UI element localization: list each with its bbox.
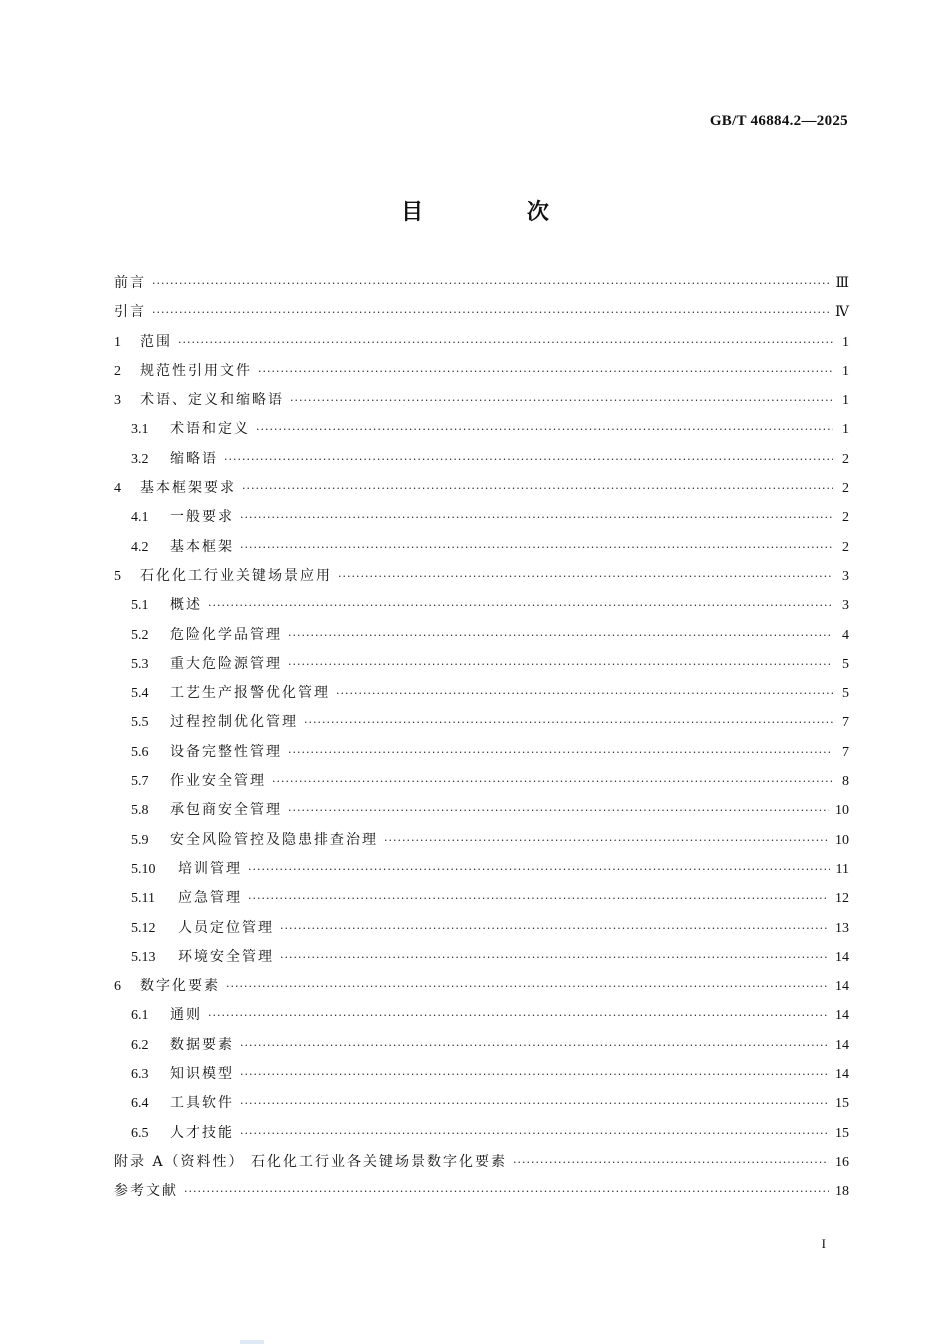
toc-dot-leader [208,1001,829,1030]
toc-entry-number: 5.1 [131,598,149,614]
toc-entry-number: 6.3 [131,1067,149,1083]
toc-entry-page: Ⅲ [835,276,849,291]
toc-dot-leader [240,1089,829,1118]
watermark-mark [240,1340,264,1344]
toc-entry-label: 重大危险源管理 [170,655,282,672]
page-number: I [821,1236,826,1251]
toc-entry-label: 前言 [114,275,146,291]
toc-dot-leader [240,1060,829,1089]
toc-entry-page: 14 [835,979,849,995]
toc-entry[interactable] [114,562,849,591]
toc-entry[interactable] [114,650,849,679]
toc-dot-leader [240,503,833,532]
toc-entry[interactable] [114,914,849,943]
toc-entry-label: 人才技能 [170,1124,234,1141]
toc-entry-page: 4 [842,627,849,643]
toc-dot-leader [288,650,833,679]
toc-entry-number: 6 [114,979,121,995]
toc-entry-label: 设备完整性管理 [170,743,282,760]
toc-entry[interactable] [114,533,849,562]
toc-entry-number: 1 [114,334,121,350]
toc-entry-number: 5.11 [131,891,155,907]
toc-entry-page: 16 [835,1154,849,1170]
toc-dot-leader [208,591,833,620]
toc-entry[interactable] [114,884,849,913]
toc-entry[interactable] [114,474,849,503]
toc-entry[interactable] [114,591,849,620]
toc-entry-page: 2 [842,539,849,555]
toc-entry-page: 5 [842,686,849,702]
toc-entry-number: 5 [114,568,121,584]
toc-entry-page: 2 [842,481,849,497]
toc-dot-leader [258,357,833,386]
toc-entry-label: 人员定位管理 [178,919,274,936]
toc-entry-page: 1 [842,363,849,379]
toc-entry-number: 5.3 [131,656,149,672]
toc-entry-label: 石化化工行业关键场景应用 [140,567,332,584]
toc-dot-leader [272,767,833,796]
standard-number: GB/T 46884.2—2025 [709,113,848,129]
toc-entry-label: 应急管理 [178,890,242,907]
toc-entry-page: 15 [835,1096,849,1112]
toc-entry[interactable] [114,708,849,737]
toc-entry[interactable] [114,1060,849,1089]
toc-entry-number: 5.13 [131,949,156,965]
toc-entry[interactable] [114,269,849,298]
toc-entry-page: Ⅳ [835,305,849,321]
toc-entry[interactable] [114,738,849,767]
toc-entry-page: 14 [835,949,849,965]
toc-dot-leader [280,943,829,972]
toc-entry[interactable] [114,972,849,1001]
toc-entry-number: 6.1 [131,1008,149,1024]
toc-entry[interactable] [114,1031,849,1060]
toc-entry-number: 5.9 [131,832,149,848]
toc-entry[interactable] [114,298,849,327]
toc-entry-number: 5.8 [131,803,149,819]
toc-entry-label: 引言 [114,304,146,321]
toc-entry[interactable] [114,1119,849,1148]
toc-entry-label: 培训管理 [178,860,242,877]
toc-entry-page: 14 [835,1037,849,1053]
toc-dot-leader [288,621,833,650]
toc-entry-number: 4.1 [131,510,149,526]
toc-entry-label: 基本框架 [170,538,234,555]
toc-entry-page: 11 [835,861,849,877]
toc-entry-page: 13 [835,920,849,936]
toc-entry[interactable] [114,328,849,357]
toc-entry-number: 5.6 [131,744,149,760]
toc-entry-number: 3.2 [131,451,149,467]
toc-entry-number: 2 [114,363,121,379]
toc-entry[interactable] [114,1089,849,1118]
toc-entry[interactable] [114,943,849,972]
toc-entry-number: 3 [114,393,121,409]
toc-dot-leader [226,972,829,1001]
toc-entry-label: 术语、定义和缩略语 [140,392,284,409]
toc-entry[interactable] [114,357,849,386]
toc-entry[interactable] [114,767,849,796]
table-of-contents [114,269,849,1207]
toc-entry-label: 承包商安全管理 [170,802,282,819]
toc-entry-label: 过程控制优化管理 [170,714,298,731]
toc-entry-page: 14 [835,1067,849,1083]
toc-entry[interactable] [114,503,849,532]
toc-entry-page: 2 [842,451,849,467]
toc-entry[interactable] [114,445,849,474]
toc-entry-label: 环境安全管理 [178,948,274,965]
toc-dot-leader [184,1177,829,1206]
toc-dot-leader [288,796,829,825]
toc-entry-page: 5 [842,656,849,672]
toc-dot-leader [240,1031,829,1060]
toc-entry-label: 作业安全管理 [170,773,266,790]
toc-entry[interactable] [114,1148,849,1177]
toc-dot-leader [224,445,833,474]
toc-entry-page: 10 [835,832,849,848]
toc-entry-page: 14 [835,1008,849,1024]
toc-dot-leader [242,474,833,503]
toc-entry-page: 1 [842,334,849,350]
toc-entry-number: 5.7 [131,774,149,790]
toc-entry-number: 5.12 [131,920,156,936]
toc-entry-page: 7 [842,744,849,760]
toc-dot-leader [248,884,829,913]
toc-entry-label: 工艺生产报警优化管理 [170,685,330,702]
toc-entry-label: 缩略语 [170,450,218,467]
toc-dot-leader [384,826,829,855]
toc-entry-page: 1 [842,422,849,438]
toc-dot-leader [152,269,829,298]
toc-entry-label: 参考文献 [114,1183,178,1200]
toc-entry-label: 数据要素 [170,1036,234,1053]
toc-entry-page: 7 [842,715,849,731]
toc-entry-label: 基本框架要求 [140,480,236,497]
page-title: 目 次 [401,200,597,225]
toc-entry[interactable] [114,1001,849,1030]
toc-dot-leader [240,533,833,562]
toc-dot-leader [513,1148,829,1177]
toc-entry-number: 5.10 [131,861,156,877]
toc-entry-page: 3 [842,598,849,614]
toc-entry-label: 术语和定义 [170,421,250,438]
toc-entry-label: 数字化要素 [140,978,220,995]
toc-entry-number: 5.2 [131,627,149,643]
toc-dot-leader [240,1119,829,1148]
toc-dot-leader [290,386,833,415]
toc-entry[interactable] [114,796,849,825]
toc-entry-page: 12 [835,891,849,907]
toc-entry-number: 4 [114,481,121,497]
toc-entry[interactable] [114,415,849,444]
toc-dot-leader [304,708,833,737]
toc-dot-leader [280,914,829,943]
toc-dot-leader [336,679,833,708]
toc-entry[interactable] [114,855,849,884]
toc-entry-number: 6.5 [131,1125,149,1141]
toc-entry-label: 一般要求 [170,509,234,526]
toc-entry-page: 15 [835,1125,849,1141]
toc-entry-label: 概述 [170,597,202,614]
toc-entry[interactable] [114,679,849,708]
toc-entry-number: 4.2 [131,539,149,555]
toc-entry-number: 6.4 [131,1096,149,1112]
toc-entry[interactable] [114,386,849,415]
toc-entry-label: 安全风险管控及隐患排查治理 [170,831,378,848]
toc-entry-number: 5.4 [131,686,149,702]
toc-dot-leader [178,328,833,357]
toc-entry-label: 工具软件 [170,1095,234,1112]
toc-entry-label: 规范性引用文件 [140,362,252,379]
toc-dot-leader [152,298,829,327]
toc-entry-number: 3.1 [131,422,149,438]
toc-entry-number: 6.2 [131,1037,149,1053]
toc-entry-number: 5.5 [131,715,149,731]
toc-dot-leader [338,562,833,591]
toc-entry-page: 1 [842,393,849,409]
toc-entry-page: 3 [842,568,849,584]
toc-dot-leader [288,738,833,767]
toc-entry-page: 2 [842,510,849,526]
toc-entry-label: 知识模型 [170,1066,234,1083]
toc-dot-leader [256,415,833,444]
toc-entry[interactable] [114,826,849,855]
toc-entry[interactable] [114,1177,849,1206]
toc-entry-page: 10 [835,803,849,819]
toc-entry-label: 范围 [140,333,172,350]
toc-entry-label: 危险化学品管理 [170,626,282,643]
toc-entry-page: 8 [842,774,849,790]
toc-entry[interactable] [114,621,849,650]
toc-dot-leader [248,855,830,884]
toc-entry-label: 通则 [170,1007,202,1024]
toc-entry-label: 附录 A（资料性） 石化化工行业各关键场景数字化要素 [114,1153,508,1170]
toc-entry-page: 18 [835,1184,849,1200]
